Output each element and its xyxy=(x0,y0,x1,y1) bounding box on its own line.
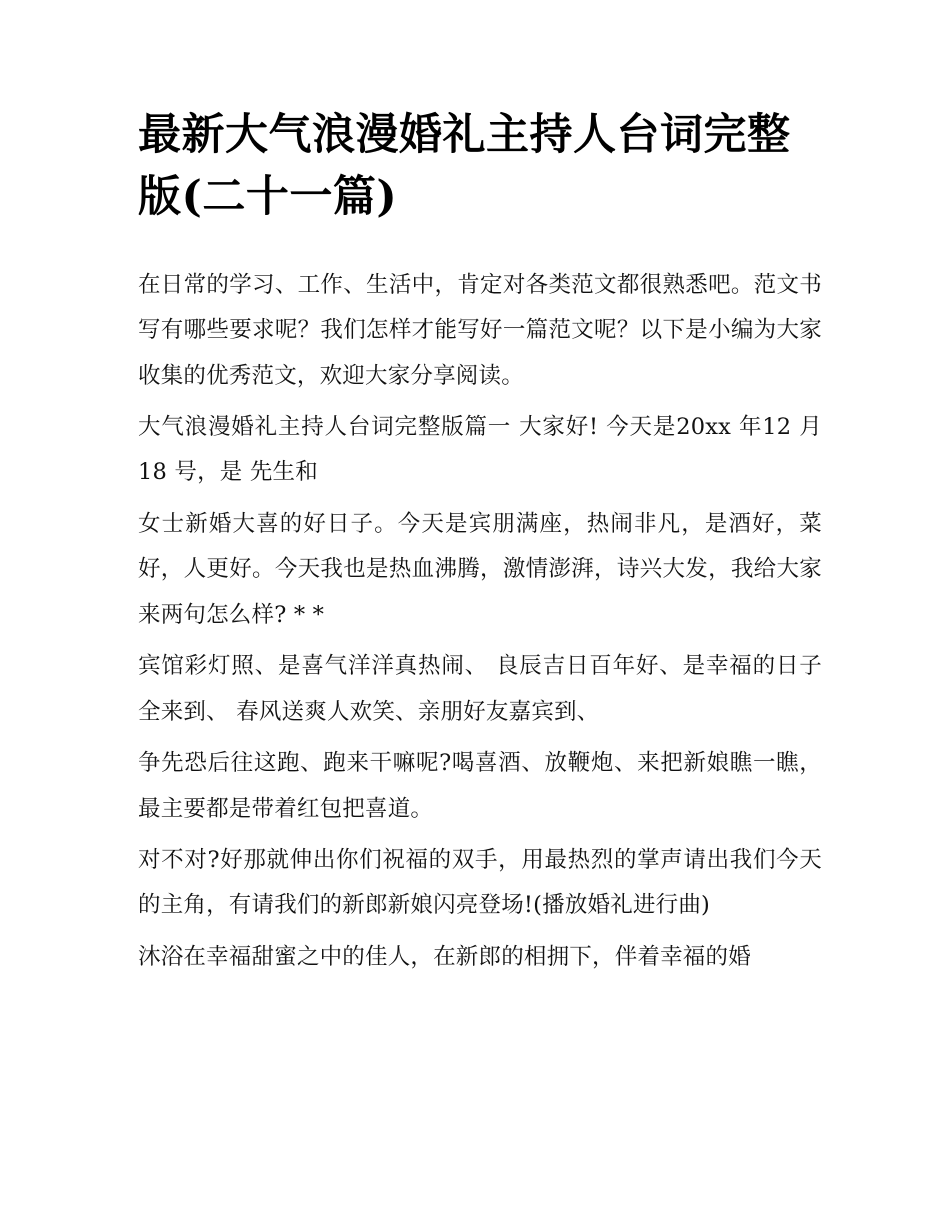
paragraph-call-to-action: 对不对?好那就伸出你们祝福的双手，用最热烈的掌声请出我们今天的主角，有请我们的新郎新娘闪亮登场!(播放婚礼进行曲) xyxy=(138,846,822,919)
page-title: 最新大气浪漫婚礼主持人台词完整版(二十一篇) xyxy=(138,110,791,223)
paragraph-verse-2: 争先恐后往这跑、跑来干嘛呢?喝喜酒、放鞭炮、来把新娘瞧一瞧，最主要都是带着红包把喜道。 xyxy=(138,750,822,822)
paragraph-intro: 在日常的学习、工作、生活中，肯定对各类范文都很熟悉吧。范文书写有哪些要求呢？我们怎样才能写好一篇范文呢？以下是小编为大家收集的优秀范文，欢迎大家分享阅读。 xyxy=(138,271,822,389)
paragraph-section-1-opening: 大气浪漫婚礼主持人台词完整版篇一 大家好! 今天是20xx 年12 月18 号，是 先生和 xyxy=(138,414,822,486)
paragraph-verse-1: 宾馆彩灯照、是喜气洋洋真热闹、 良辰吉日百年好、是幸福的日子全来到、 春风送爽人欢笑、亲朋好友嘉宾到、 xyxy=(138,653,822,725)
paragraph-section-1-body: 女士新婚大喜的好日子。今天是宾朋满座，热闹非凡，是酒好，菜好，人更好。今天我也是热血沸腾，激情澎湃，诗兴大发，我给大家来两句怎么样? * * xyxy=(138,510,822,628)
paragraph-closing: 沐浴在幸福甜蜜之中的佳人，在新郎的相拥下，伴着幸福的婚 xyxy=(138,943,751,970)
